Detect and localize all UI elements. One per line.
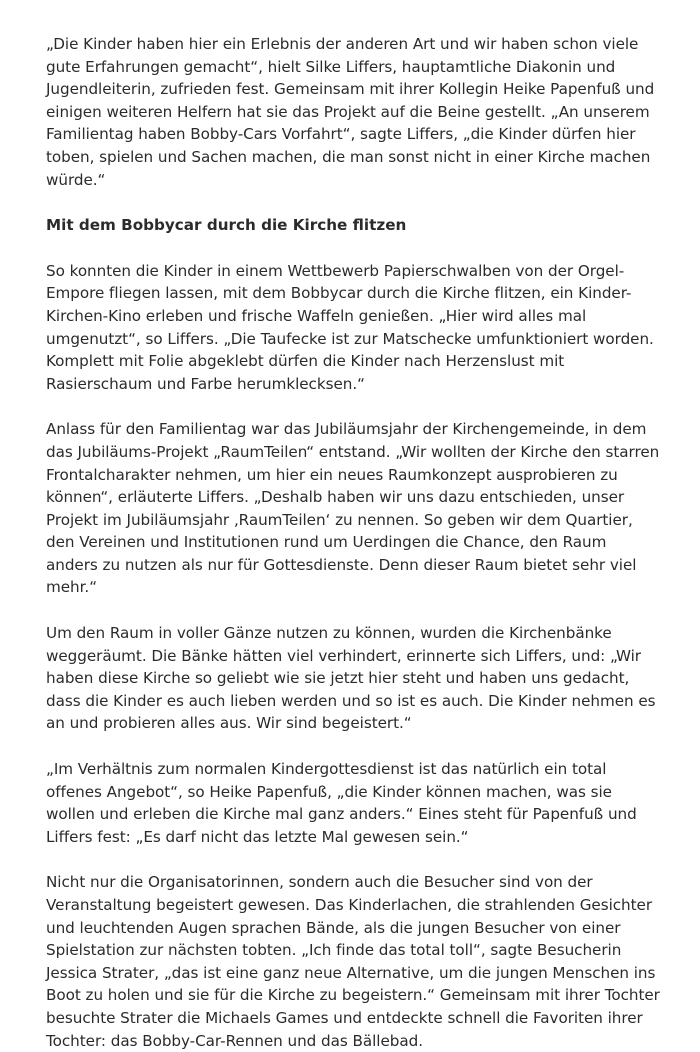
article-subheading: Mit dem Bobbycar durch die Kirche flitzen — [46, 216, 407, 235]
article-paragraph: „Im Verhältnis zum normalen Kindergottesdienst ist das natürlich ein total offenes Angebot“, so Heike Papenfuß, „die Kinder können machen, was sie wollen und erleben die Kirche mal ganz anders.“ Eines steht für Papenfuß und Liffers fest: „Es darf nicht das letzte Mal gewesen sein.“ — [46, 760, 637, 846]
article-paragraph: Nicht nur die Organisatorinnen, sondern auch die Besucher sind von der Veranstaltung begeistert gewesen. Das Kinderlachen, die strahlenden Gesichter und leuchtenden Augen sprachen Bände, als die jungen Besucher von einer Spielstation zur nächsten tobten. „Ich finde das total toll“, sagte Besucherin Jessica Strater, „das ist eine ganz neue Alternative, um die jungen Menschen ins Boot zu holen und sie für die Kirche zu begeistern.“ Gemeinsam mit ihrer Tochter besuchte Strater die Michaels Games und entdeckte schnell die Favoriten ihrer Tochter: das Bobby-Car-Rennen und das Bällebad. — [46, 873, 660, 1050]
article-paragraph: Um den Raum in voller Gänze nutzen zu können, wurden die Kirchenbänke weggeräumt. Die Bänke hätten viel verhindert, erinnerte sich Liffers, und: „Wir haben diese Kirche so geliebt wie sie jetzt hier steht und haben uns gedacht, dass die Kinder es auch lieben werden und so ist es auch. Die Kinder nehmen es an und probieren alles aus. Wir sind begeistert.“ — [46, 624, 656, 733]
article-paragraph: Anlass für den Familientag war das Jubiläumsjahr der Kirchengemeinde, in dem das Jubiläums-Projekt „RaumTeilen“ entstand. „Wir wollten der Kirche den starren Frontalcharakter nehmen, um hier ein neues Raumkonzept ausprobieren zu können“, erläuterte Liffers. „Deshalb haben wir uns dazu entschieden, unser Projekt im Jubiläumsjahr ‚RaumTeilen‘ zu nennen. So geben wir dem Quartier, den Vereinen und Institutionen rund um Uerdingen die Chance, den Raum anders zu nutzen als nur für Gottesdienste. Denn dieser Raum bietet sehr viel mehr.“ — [46, 420, 660, 597]
article-paragraph: „Die Kinder haben hier ein Erlebnis der anderen Art und wir haben schon viele gute Erfahrungen gemacht“, hielt Silke Liffers, hauptamtliche Diakonin und Jugendleiterin, zufrieden fest. Gemeinsam mit ihrer Kollegin Heike Papenfuß und einigen weiteren Helfern hat sie das Projekt auf die Beine gestellt. „An unserem Familientag haben Bobby-Cars Vorfahrt“, sagte Liffers, „die Kinder dürfen hier toben, spielen und Sachen machen, die man sonst nicht in einer Kirche machen würde.“ — [46, 35, 655, 189]
article-paragraph: So konnten die Kinder in einem Wettbewerb Papierschwalben von der Orgel-Empore fliegen lassen, mit dem Bobbycar durch die Kirche flitzen, ein Kinder-Kirchen-Kino erleben und frische Waffeln genießen. „Hier wird alles mal umgenutzt“, so Liffers. „Die Taufecke ist zur Matschecke umfunktioniert worden. Komplett mit Folie abgeklebt dürfen die Kinder nach Herzenslust mit Rasierschaum und Farbe herumklecksen.“ — [46, 261, 654, 393]
